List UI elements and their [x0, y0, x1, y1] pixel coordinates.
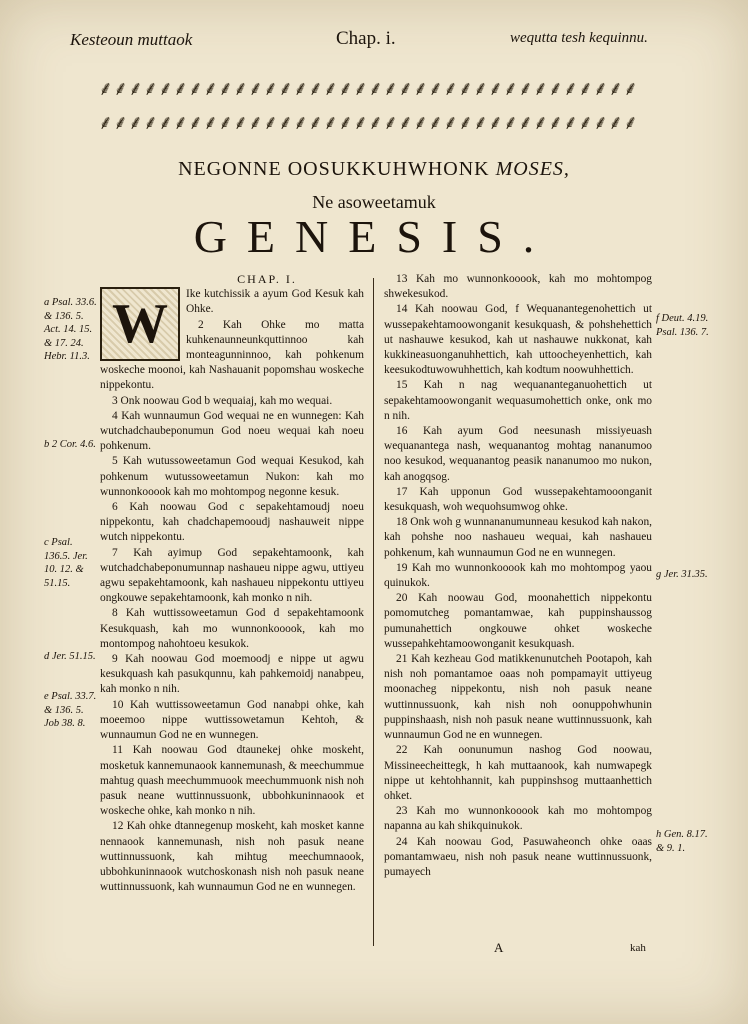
signature-mark: A	[494, 940, 504, 955]
verse-paragraph: 21 Kah kezheau God matikkenunutcheh Pootapoh, kah nish noh pomantamoe oaas noh pompamayit uttiyeug moonacheg nippekontu, nish noh pasuk neane wuttinnussuonk, kah nish noh oonuppohwhunin puppinshaash, nish noh pasuk neane wuttinnussuonk, kah wunnaumun God ne en wunnegen.	[384, 653, 652, 742]
book-name: GENESIS.	[193, 211, 555, 262]
verse-paragraph: 8 Kah wuttissoweetamun God d sepakehtamoonk Kesukquash, kah mo wunnonkooook, kah mo montompog nahohtoeu kesukok.	[100, 607, 364, 650]
ornament-row-bottom: ⸙⸙⸙⸙⸙⸙⸙⸙⸙⸙⸙⸙⸙⸙⸙⸙⸙⸙⸙⸙⸙⸙⸙⸙⸙⸙⸙⸙⸙⸙⸙⸙⸙⸙⸙⸙	[98, 112, 638, 134]
verse-paragraph: 2 Kah Ohke mo matta kuhkenaunneunkquttinnoo kah monteagunninnoo, kah pohkenum woskeche moonoi, kah Nashauanit popomshau woskeche nippekontu.	[100, 318, 364, 392]
verse-paragraph: 23 Kah mo wunnonkooook kah mo mohtompog napanna au kah shikquinukok.	[384, 805, 652, 833]
margin-note: d Jer. 51.15.	[44, 651, 96, 662]
margin-note: b 2 Cor. 4.6.	[44, 439, 96, 450]
verse-paragraph: 13 Kah mo wunnonkooook, kah mo mohtompog shwekesukod.	[384, 273, 652, 301]
column-rule	[373, 278, 374, 946]
margin-note: h Gen. 8.17. & 9. 1.	[656, 829, 708, 854]
margin-note: c Psal. 136.5. Jer. 10. 12. & 51.15.	[44, 537, 88, 589]
verse-paragraph: 24 Kah noowau God, Pasuwaheonch ohke oaas pomantamwaeu, nish noh pasuk neane wuttinnussuonk, pumayech	[384, 835, 652, 878]
verse-paragraph: 16 Kah ayum God neesunash missiyeuash wequanantega nash, wequanantog mohtag nananumoo noo kesukod, wequanantog peasik nananumoo mo nukon, kah anogqsog.	[384, 425, 652, 483]
verse-paragraph: 18 Onk woh g wunnananumunneau kesukod kah nakon, kah pohshe noo nashaueu wequai, kah nashaueu pohkenum, kah wunnaumun God ne en wunnegen.	[384, 516, 652, 559]
verse-paragraph: 4 Kah wunnaumun God wequai ne en wunnegen: Kah wutchadchaubeponumun God noeu wequai kah noeu pohkenum.	[100, 409, 364, 453]
running-head-chapter: Chap. i.	[336, 28, 396, 49]
margin-note: f Deut. 4.19. Psal. 136. 7.	[656, 313, 709, 338]
verse-paragraph: 19 Kah mo wunnonkooook kah mo mohtompog yaou quinukok.	[384, 561, 652, 590]
margin-note: a Psal. 33.6. & 136. 5. Act. 14. 15. & 17. 24. Hebr. 11.3.	[44, 297, 97, 363]
margin-note: g Jer. 31.35.	[656, 569, 708, 580]
drop-cap: W	[100, 287, 180, 361]
verse-paragraph: 17 Kah upponun God wussepakehtamooonganit kesukquash, woh wequohsumwog ohke.	[384, 485, 652, 514]
running-head-left: Kesteoun muttaok	[70, 30, 193, 49]
verse-paragraph: 9 Kah noowau God moemoodj e nippe ut agwu kesukquash kah pasukqunnu, kah pahkemoidj nanabpeu, kah monko n nih.	[100, 653, 364, 696]
verse-paragraph: 14 Kah noowau God, f Wequanantegenohettich ut wussepakehtamoowonganit kesukquash, & pohshehettich ut nashauwe kesukod, kah ut nashauwe nukkonat, kah kukkineasuonganuhhettich, kah uttoocheyenhettich, kah keesukodtuwowuhhettich, kah kodtum noowuhhettich.	[384, 303, 652, 377]
verse-paragraph: 6 Kah noowau God c sepakehtamoudj noeu nippekontu, kah chadchapemooudj nashauweit nippe wutch nippekontu.	[100, 501, 364, 544]
verse-paragraph: Ike kutchissik a ayum God Kesuk kah Ohke.	[186, 288, 364, 316]
verse-paragraph: 7 Kah ayimup God sepakehtamoonk, kah wutchadchabeponumunnap nashaueu nippe agwu, uttiyeu agwu sepakehtamoonk, kah nashaueu nippekontu uttiyeu ongkouwe sepakehtamoonk, kah monko n nih.	[100, 546, 364, 605]
book-title-text: NEGONNE OOSUKKUHWHONK	[178, 158, 490, 180]
headpiece-ornament	[98, 72, 650, 142]
left-column	[100, 272, 364, 895]
ornament-row-top: ⸙⸙⸙⸙⸙⸙⸙⸙⸙⸙⸙⸙⸙⸙⸙⸙⸙⸙⸙⸙⸙⸙⸙⸙⸙⸙⸙⸙⸙⸙⸙⸙⸙⸙⸙⸙	[98, 78, 638, 100]
verse-paragraph: 15 Kah n nag wequananteganuohettich ut sepakehtamoowonganit wequasumohettich onke, onk mo n nih.	[384, 379, 652, 422]
verse-paragraph: 20 Kah noowau God, moonahettich nippekontu pomomutcheg pomantamwae, kah puppinshaussog pumunahettich ongkouwe ohket woskeche wussepahkehtamoowonganit kesukquash.	[384, 592, 652, 650]
book-title-line	[0, 158, 748, 181]
running-head	[0, 30, 748, 54]
margin-note: e Psal. 33.7. & 136. 5. Job 38. 8.	[44, 691, 97, 730]
verse-paragraph: 22 Kah oonunumun nashog God noowau, Missineecheittegk, h kah muttaanook, kah numwapegk nippe ut kehtohhannit, kah puppinshsog muttaanhettich ohket.	[384, 744, 652, 802]
right-column	[384, 272, 652, 880]
book-title-name: MOSES,	[495, 158, 570, 180]
verse-paragraph: 11 Kah noowau God dtaunekej ohke moskeht, mosketuk kannemunaook kannemunash, & meechummue mahtug quash meechummuook meechummuonk nish noh pasuk neane wuttinnussuonk, ubbohkuninnaook et woskeche ohke, kah monko n nih.	[100, 744, 364, 818]
running-head-right: wequtta tesh kequinnu.	[510, 30, 648, 46]
catchword: kah	[630, 942, 646, 954]
verse-paragraph: 3 Onk noowau God b wequaiaj, kah mo wequai.	[112, 394, 333, 407]
book-subtitle: Ne asoweetamuk	[312, 192, 436, 212]
chapter-heading: CHAP. I.	[237, 272, 297, 286]
verse-paragraph: 10 Kah wuttissoweetamun God nanabpi ohke, kah moeemoo nippe wuttissowetamun Kehtoh, & wunnaumun God ne en wunnegen.	[100, 698, 364, 742]
verse-paragraph: 12 Kah ohke dtannegenup moskeht, kah mosket kanne nennaook kannemunash, nish noh pasuk neane wuttinnussuonk, kah mihtug meechumnaook, ubbohkuninnaook wutchoskonash nish noh pasuk neane wuttinnussuonk, kah wunnaumun God ne en wunnegen.	[100, 820, 364, 894]
verse-paragraph: 5 Kah wutussoweetamun God wequai Kesukod, kah pohkenum wutussoweetamun Nukon: kah mo wunnonkooook kah mo mohtompog negonne kesuk.	[100, 455, 364, 498]
